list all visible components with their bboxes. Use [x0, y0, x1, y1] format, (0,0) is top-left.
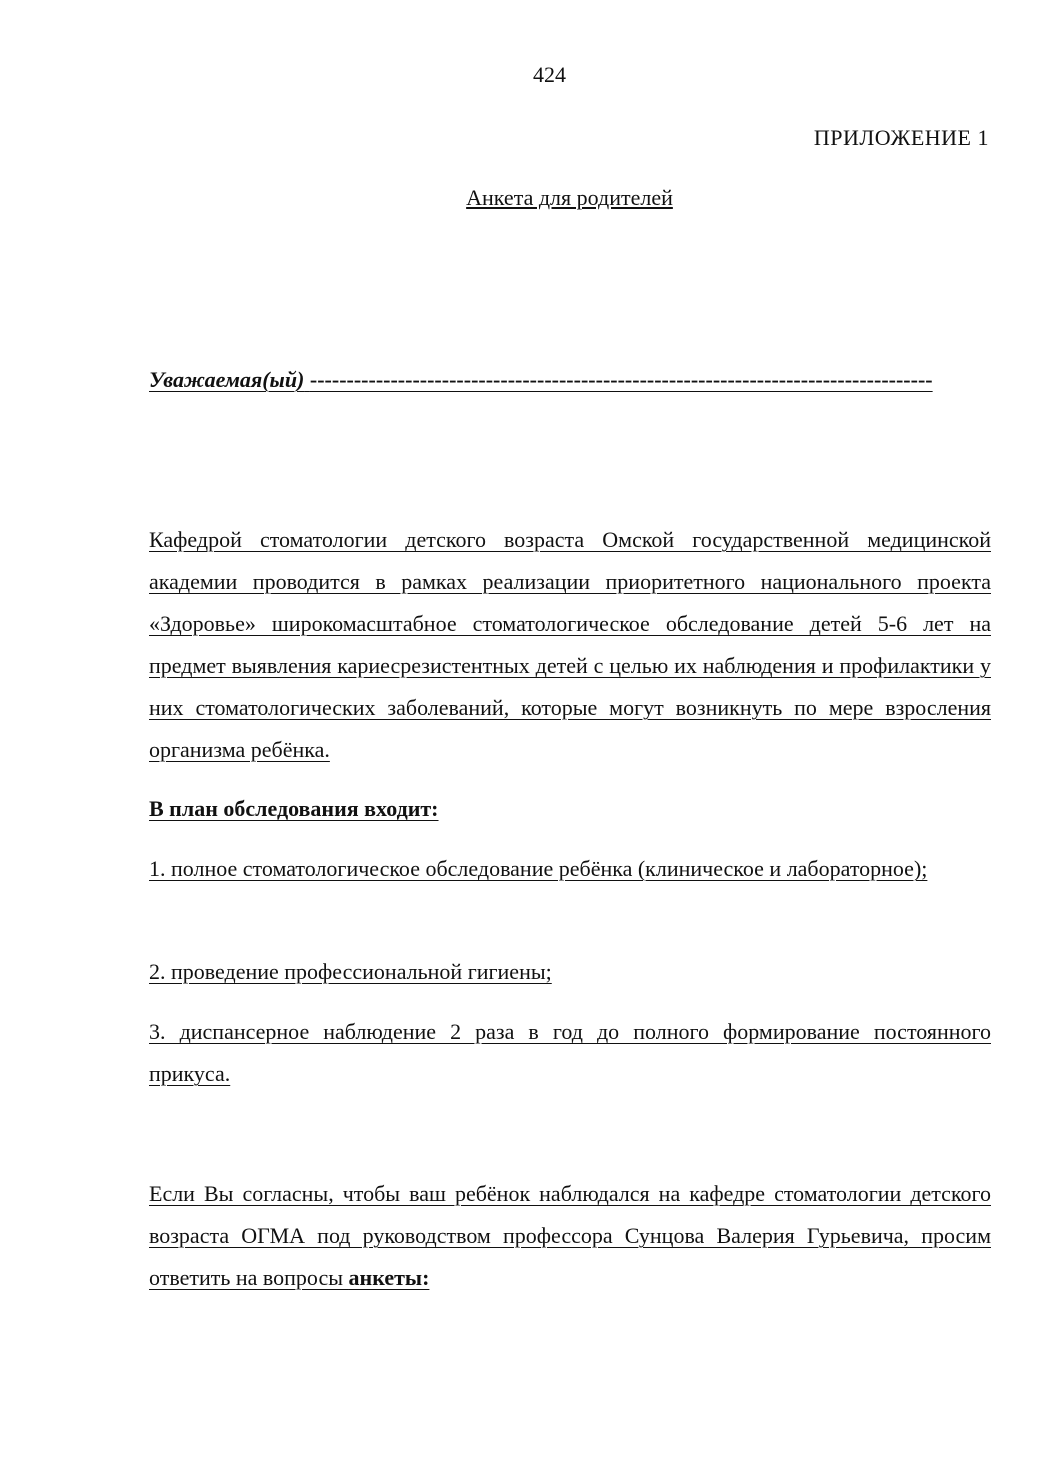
greeting-line [149, 358, 991, 402]
survey-title: Анкета для родителей [466, 185, 673, 210]
name-blank-line: ------------------------------------------------------------------------------------- [309, 367, 933, 392]
consent-emphasis: анкеты: [348, 1265, 430, 1290]
appendix-label: ПРИЛОЖЕНИЕ 1 [813, 125, 989, 150]
plan-item: 2. проведение профессиональной гигиены; [149, 959, 552, 984]
consent-text: Если Вы согласны, чтобы ваш ребёнок наблюдался на кафедре стоматологии детского возраста ОГМА под руководством профессора Сунцова Валерия Гурьевича, просим ответить на вопросы [149, 1181, 991, 1290]
intro-paragraph: Кафедрой стоматологии детского возраста Омской государственной медицинской академии проводится в рамках реализации приоритетного национального проекта «Здоровье» широкомасштабное стоматологическое обследование детей 5-6 лет на предмет выявления кариесрезистентных детей с целью их наблюдения и профилактики у них стоматологических заболеваний, которые могут возникнуть по мере взросления организма ребёнка. [149, 527, 991, 762]
consent-paragraph [149, 1173, 991, 1299]
plan-heading: В план обследования входит: [149, 796, 439, 821]
page-number: 424 [533, 62, 566, 87]
plan-item: 3. диспансерное наблюдение 2 раза в год до полного формирование постоянного прикуса. [149, 1019, 991, 1086]
plan-item: 1. полное стоматологическое обследование ребёнка (клиническое и лабораторное); [149, 856, 928, 881]
salutation: Уважаемая(ый) [149, 367, 305, 392]
